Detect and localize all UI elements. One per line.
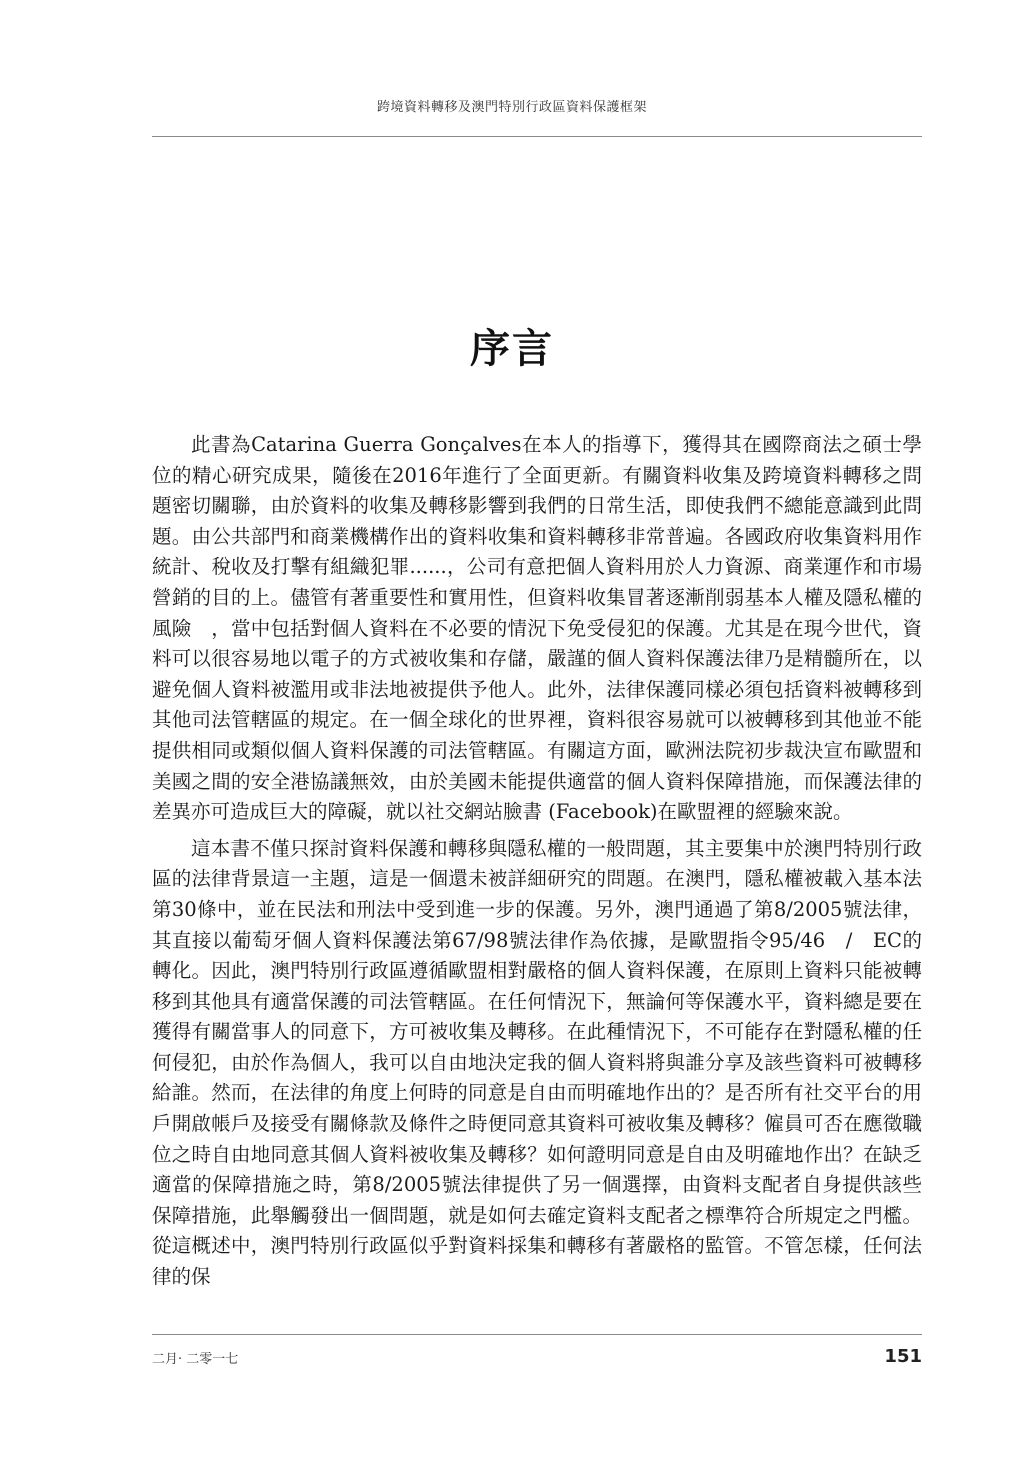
paragraph: 這本書不僅只探討資料保護和轉移與隱私權的一般問題，其主要集中於澳門特別行政區的法律背景這一主題，這是一個還未被詳細研究的問題。在澳門，隱私權被載入基本法第30條中，並在民法和刑法中受到進一步的保護。另外，澳門通過了第8/2005號法律，其直接以葡萄牙個人資料保護法第67/98號法律作為依據，是歐盟指令95/46 / EC的轉化。因此，澳門特別行政區遵循歐盟相對嚴格的個人資料保護，在原則上資料只能被轉移到其他具有適當保護的司法管轄區。在任何情況下，無論何等保護水平，資料總是要在獲得有關當事人的同意下，方可被收集及轉移。在此種情況下，不可能存在對隱私權的任何侵犯，由於作為個人，我可以自由地決定我的個人資料將與誰分享及該些資料可被轉移給誰。然而，在法律的角度上何時的同意是自由而明確地作出的？是否所有社交平台的用戶開啟帳戶及接受有關條款及條件之時便同意其資料可被收集及轉移？僱員可否在應徵職位之時自由地同意其個人資料被收集及轉移？如何證明同意是自由及明確地作出？在缺乏適當的保障措施之時，第8/2005號法律提供了另一個選擇，由資料支配者自身提供該些保障措施，此舉觸發出一個問題，就是如何去確定資料支配者之標準符合所規定之門檻。從這概述中，澳門特別行政區似乎對資料採集和轉移有著嚴格的監管。不管怎樣，任何法律的保 (152, 836, 922, 1289)
footer-date: 二月· 二零一七 (152, 1352, 239, 1367)
header-rule (152, 136, 922, 137)
body-text (152, 430, 922, 1299)
running-header: 跨境資料轉移及澳門特別行政區資料保護框架 (376, 100, 647, 115)
page-title: 序言 (470, 325, 554, 372)
footer-rule (152, 1334, 922, 1335)
page-number: 151 (884, 1346, 922, 1367)
paragraph: 此書為Catarina Guerra Gonçalves在本人的指導下，獲得其在國際商法之碩士學位的精心研究成果，隨後在2016年進行了全面更新。有關資料收集及跨境資料轉移之問題密切關聯，由於資料的收集及轉移影響到我們的日常生活，即使我們不總能意識到此問題。由公共部門和商業機構作出的資料收集和資料轉移非常普遍。各國政府收集資料用作統計、稅收及打擊有組織犯罪......，公司有意把個人資料用於人力資源、商業運作和市場營銷的目的上。儘管有著重要性和實用性，但資料收集冒著逐漸削弱基本人權及隱私權的風險 ，當中包括對個人資料在不必要的情況下免受侵犯的保護。尤其是在現今世代，資料可以很容易地以電子的方式被收集和存儲，嚴謹的個人資料保護法律乃是精髓所在，以避免個人資料被濫用或非法地被提供予他人。此外，法律保護同樣必須包括資料被轉移到其他司法管轄區的規定。在一個全球化的世界裡，資料很容易就可以被轉移到其他並不能提供相同或類似個人資料保護的司法管轄區。有關這方面，歐洲法院初步裁決宣布歐盟和美國之間的安全港協議無效，由於美國未能提供適當的個人資料保障措施，而保護法律的差異亦可造成巨大的障礙，就以社交網站臉書 (Facebook)在歐盟裡的經驗來說。 (152, 433, 922, 824)
